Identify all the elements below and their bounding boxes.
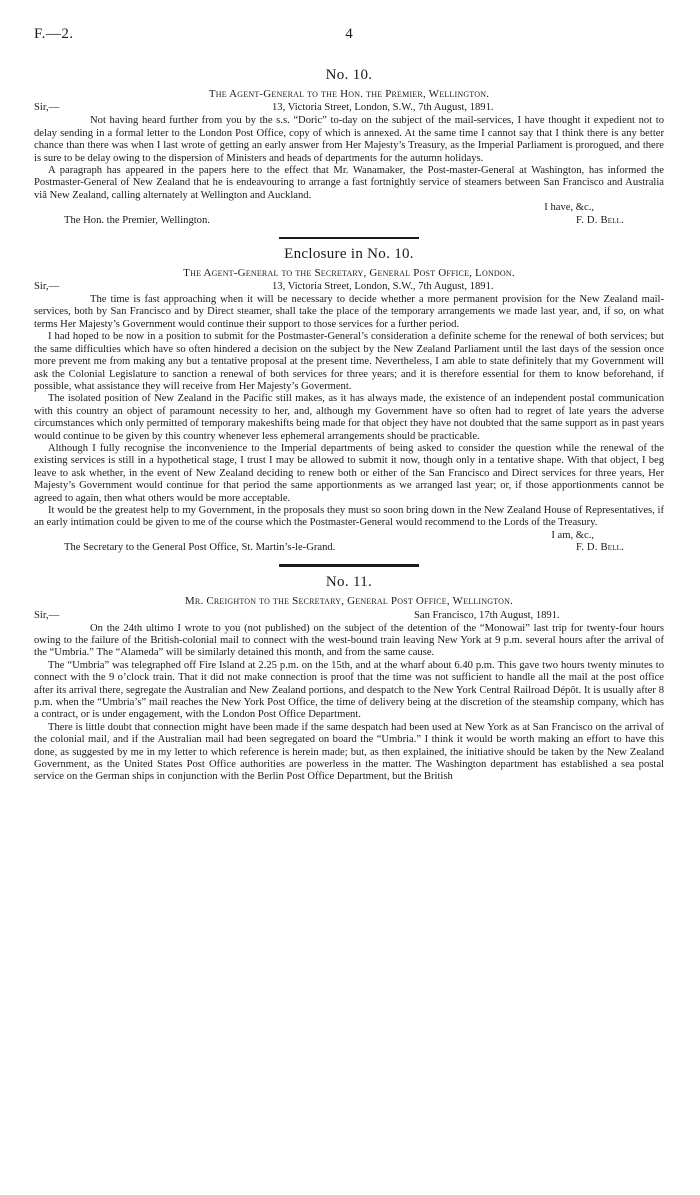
signature: F. D. Bell.	[575, 542, 624, 554]
salutation: Sir,—	[34, 102, 60, 114]
paragraph: Although I fully recognise the inconvenience to the Imperial departments of being asked to consider the question while the renewal of the existing services is still in a hypothetical stage, I trust I may be allowed to submit it now, though only in a tentative shape. With that object, I beg leave to ask whether, in the event of New Zealand deciding to renew both or either of the San Francisco and Direct services for three years, Her Majesty’s Government would continue for that period the same apportionments as we arranged last year; or, if those apportionments cannot be agreed to again, then what others would be more acceptable.	[34, 442, 664, 504]
salutation: Sir,—	[34, 609, 60, 621]
paragraph: I had hoped to be now in a position to submit for the Postmaster-General’s consideration a definite scheme for the renewal of both services; but the same difficulties which have so often hindered a decision on the subject by the New Zealand Parliament until the last days of the session once more prevent me from making any but a tentative proposal at the present time. Nevertheless, I am able to state definitely that my Government will ask the Colonial Legislature to sanction a renewal of both services for three years; and it is therefore essential for them to know beforehand, if possible, what assistance they will receive from Her Majesty’s Goverment.	[34, 331, 664, 392]
closing: I am, &c.,	[551, 529, 594, 541]
addressee: The Hon. the Premier, Wellington.	[64, 214, 210, 226]
salutation-row	[34, 102, 664, 115]
salutation-row	[34, 281, 664, 294]
paragraph: The time is fast approaching when it will be necessary to decide whether a more permanent provision for the New Zealand mail-services, both by San Francisco and by Direct steamer, shall take the place of the temporary arrangements we made last year, and, if so, on what terms Her Majesty’s Government would continue their support to those services for a further period.	[34, 294, 664, 330]
paragraph: A paragraph has appeared in the papers here to the effect that Mr. Wanamaker, the Post-master-General at Washington, has informed the Postmaster-General of New Zealand that he is endeavouring to arrange a fast fortnightly service of steamers between San Francisco and Australia viâ New Zealand, calling alternately at Wellington and Auckland.	[34, 165, 664, 201]
paragraph: On the 24th ultimo I wrote to you (not published) on the subject of the detention of the “Monowai” last trip for twenty-four hours owing to the failure of the British-colonial mail to connect with the west-bound train leaving New York at 9 p.m. several hours after the arrival of the “Umbria.” The “Alameda” will be similarly detained this month, and from the same cause.	[34, 622, 664, 659]
section-divider	[279, 237, 419, 239]
place-date: 13, Victoria Street, London, S.W., 7th August, 1891.	[272, 281, 494, 293]
page-number: 4	[345, 26, 353, 42]
letter-no-10	[34, 66, 664, 239]
salutation: Sir,—	[34, 281, 60, 293]
paragraph: It would be the greatest help to my Government, in the proposals they must so soon bring down in the New Zealand House of Representatives, if an early intimation could be given to me of the course which the Postmaster-General would recommend to the Lords of the Treasury.	[34, 504, 664, 529]
closing: I have, &c.,	[544, 202, 594, 214]
signature-row	[34, 215, 664, 229]
section-divider	[279, 564, 419, 567]
paragraph: The isolated position of New Zealand in the Pacific still makes, as it has always made, the existence of an independent postal communication with this country an object of paramount necessity to her, and, although my Government have so often had to regret of late years the adverse circumstances which only permitted of temporary makeshifts being made for that object they have not doubted that the same support as in past years would continue to be given by this country whenever less ephemeral arrangements should be practicable.	[34, 393, 664, 442]
signature: F. D. Bell.	[575, 214, 624, 226]
paragraph: There is little doubt that connection might have been made if the same despatch had been used at New York as at San Francisco on the arrival of the colonial mail, and if the Australian mail had been segregated on board the “Umbria.” I think it would be worth making an effort to have this done, as suggested by me in my letter to which reference is herein made; but, as then explained, the initiative should be taken by the New Zealand Government, as the United States Post Office authorities are powerless in the matter. The Washington department has established a sea postal service on the German ships in conjunction with the Berlin Post Office Department, but the British	[34, 721, 664, 783]
letter-address-line: The Agent-General to the Hon. the Premier, Wellington.	[208, 88, 490, 100]
place-date: San Francisco, 17th August, 1891.	[414, 609, 560, 621]
enclosure-address-line: The Agent-General to the Secretary, General Post Office, London.	[183, 266, 515, 279]
place-date: 13, Victoria Street, London, S.W., 7th August, 1891.	[272, 102, 494, 114]
running-head	[34, 28, 664, 50]
parliamentary-paper-ref: F.—2.	[34, 26, 74, 42]
paragraph: Not having heard further from you by the s.s. “Doric” to-day on the subject of the mail-services, I have thought it expedient not to delay sending in a formal letter to the London Post Office, copy of which is annexed. At the same time I cannot say that I think there is any better chance than there was when I last wrote of getting an early answer from Her Majesty’s Treasury, as the Imperial Parliament is prorogued, and there is sure to be delay owing to the dispersion of Ministers and heads of departments for the autumn holidays.	[34, 115, 664, 164]
letter-heading: No. 11.	[325, 574, 373, 591]
salutation-row	[34, 610, 664, 623]
enclosure-in-no-10	[34, 245, 664, 568]
addressee: The Secretary to the General Post Office, St. Martin’s-le-Grand.	[64, 542, 336, 554]
paragraph: The “Umbria” was telegraphed off Fire Island at 2.25 p.m. on the 15th, and at the wharf about 6.40 p.m. This gave two hours twenty minutes to connect with the 9 o’clock train. That it did not make connection is proof that the time was not sufficient to handle all the mail at the post office after its arrival there, segregate the Australian and New Zealand portions, and despatch to the New York Central Railroad Dépôt. It is usually after 8 p.m. when the “Umbria’s” mail reaches the New York Post Office, the time of delivery being at the discretion of the steamship company, which has a contract, or is under engagement, with the London Post Office Department.	[34, 659, 664, 721]
signature-row	[34, 542, 664, 556]
enclosure-heading: Enclosure in No. 10.	[284, 245, 414, 262]
letter-address-line: Mr. Creighton to the Secretary, General Post Office, Wellington.	[184, 595, 514, 608]
letter-no-11	[34, 573, 664, 784]
letter-heading: No. 10.	[325, 67, 373, 83]
